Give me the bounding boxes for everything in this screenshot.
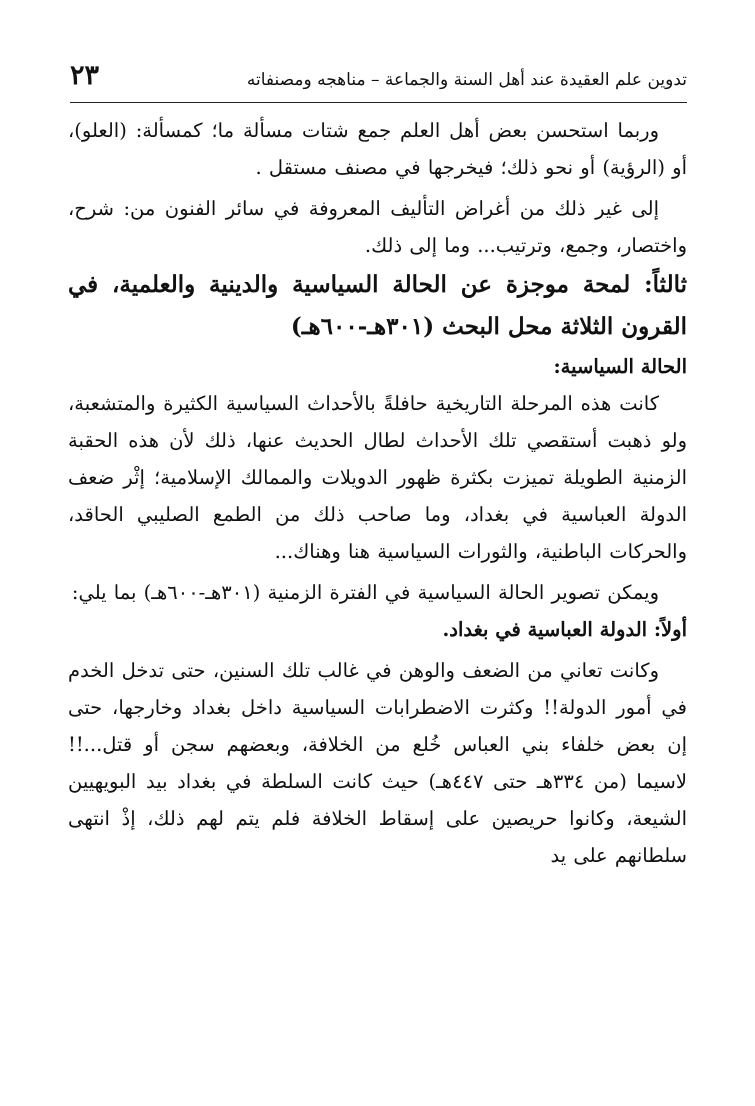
paragraph-1: وربما استحسن بعض أهل العلم جمع شتات مسألة ما؛ كمسألة: (العلو)، أو (الرؤية) أو نحو ذلك؛ فيخرجها في مصنف مستقل . bbox=[68, 119, 687, 179]
paragraph-3: كانت هذه المرحلة التاريخية حافلةً بالأحداث السياسية الكثيرة والمتشعبة، ولو ذهبت أستقصي تلك الأحداث لطال الحديث عنها، ذلك لأن هذه الحقبة الزمنية الطويلة تميزت بكثرة ظهور الدويلات والممالك الإسلامية؛ إثْر ضعف الدولة العباسية في بغداد، وما صاحب ذلك من الطمع الصليبي الحاقد، والحركات الباطنية، والثورات السياسية هنا وهناك... bbox=[68, 392, 687, 563]
paragraph-4: ويمكن تصوير الحالة السياسية في الفترة الزمنية (٣٠١هـ-٦٠٠هـ) بما يلي: bbox=[71, 581, 659, 604]
running-title: تدوين علم العقيدة عند أهل السنة والجماعة – مناهجه ومصنفاته bbox=[246, 70, 687, 90]
paragraph-5: وكانت تعاني من الضعف والوهن في غالب تلك السنين، حتى تدخل الخدم في أمور الدولة!! وكثرت الاضطرابات السياسية داخل بغداد وخارجها، حتى إن بعض خلفاء بني العباس خُلع من الخلافة، وبعضهم سجن أو قتل...!! لاسيما (من ٣٣٤هـ حتى ٤٤٧هـ) حيث كانت السلطة في بغداد بيد البويهيين الشيعة، وكانوا حريصين على إسقاط الخلافة فلم يتم لهم ذلك، إذْ انتهى سلطانهم على يد bbox=[68, 659, 687, 867]
subheading-abbasid: أولاً: الدولة العباسية في بغداد. bbox=[442, 618, 687, 641]
section-heading: ثالثاً: لمحة موجزة عن الحالة السياسية والدينية والعلمية، في القرون الثلاثة محل البحث (٣٠١هـ-٦٠٠هـ) bbox=[68, 271, 687, 340]
paragraph-2: إلى غير ذلك من أغراض التأليف المعروفة في سائر الفنون من: شرح، واختصار، وجمع، وترتيب... وما إلى ذلك. bbox=[68, 197, 687, 257]
subheading-political: الحالة السياسية: bbox=[553, 355, 687, 378]
page-header bbox=[70, 58, 687, 103]
page-number: ٢٣ bbox=[70, 60, 100, 91]
page-body bbox=[68, 112, 687, 874]
